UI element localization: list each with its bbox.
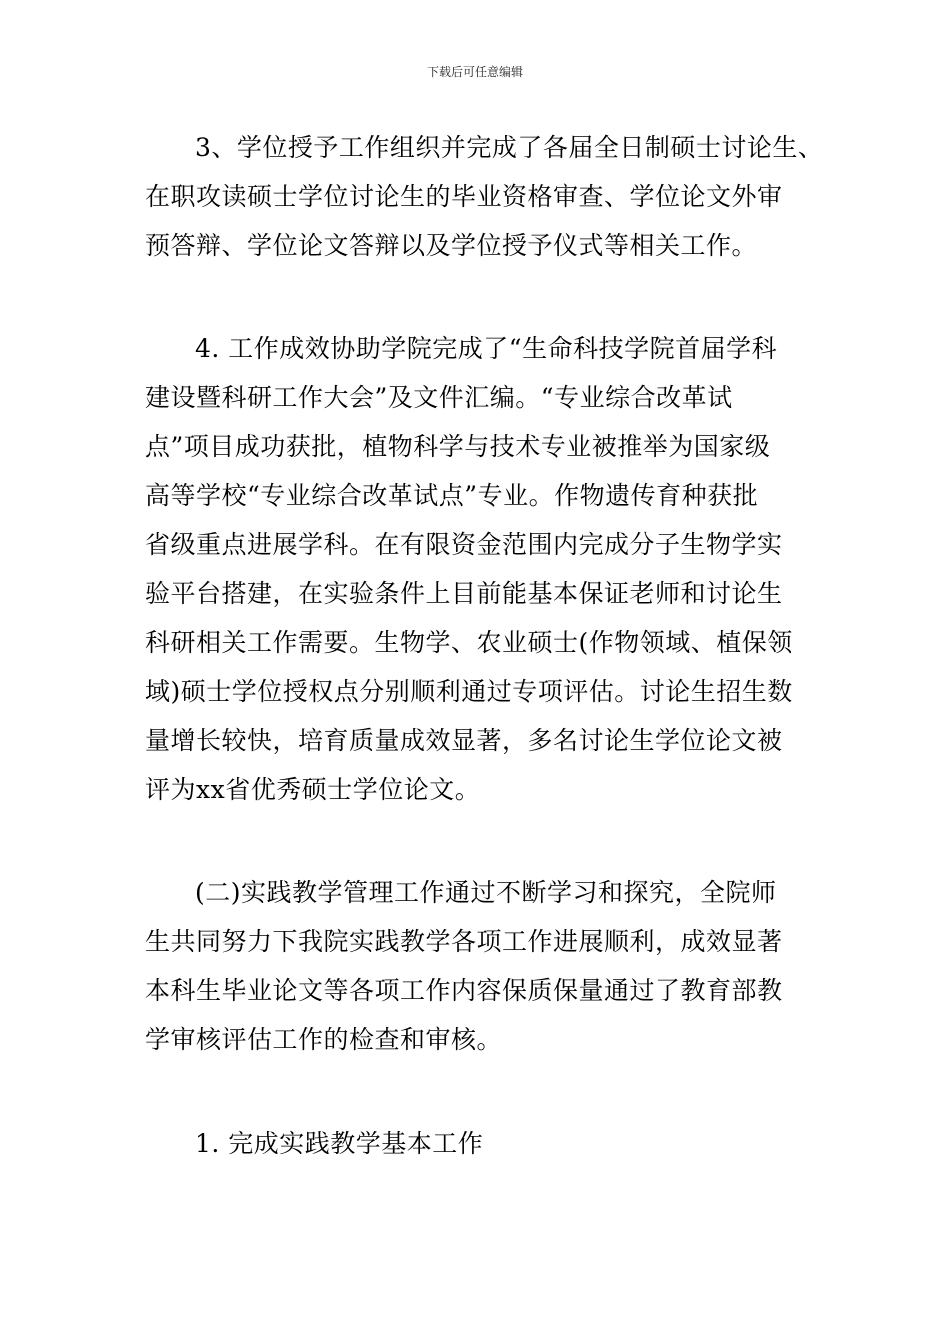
text-line: 域)硕士学位授权点分别顺利通过专项评估。讨论生招生数 <box>145 677 793 706</box>
page-header: 下载后可任意编辑 <box>426 65 523 79</box>
text-line: 建设暨科研工作大会”及文件汇编。“专业综合改革试 <box>145 383 733 412</box>
text-line: 验平台搭建，在实验条件上目前能基本保证老师和讨论生 <box>145 579 783 608</box>
text-line: 3、学位授予工作组织并完成了各届全日制硕士讨论生、 <box>195 133 824 162</box>
section-heading: 1. 完成实践教学基本工作 <box>195 1129 484 1158</box>
text-line: 省级重点进展学科。在有限资金范围内完成分子生物学实 <box>145 530 783 559</box>
text-line: 在职攻读硕士学位讨论生的毕业资格审查、学位论文外审 <box>145 182 783 211</box>
text-line: 高等学校“专业综合改革试点”专业。作物遗传育种获批 <box>145 481 759 510</box>
text-line: 本科生毕业论文等各项工作内容保质保量通过了教育部教 <box>145 976 783 1005</box>
text-line: 预答辩、学位论文答辩以及学位授予仪式等相关工作。 <box>145 231 758 260</box>
text-line: 科研相关工作需要。生物学、农业硕士(作物领域、植保领 <box>145 628 793 657</box>
text-line: 评为xx省优秀硕士学位论文。 <box>145 775 481 804</box>
text-line: 4. 工作成效协助学院完成了“生命科技学院首届学科 <box>195 334 778 363</box>
text-line: (二)实践教学管理工作通过不断学习和探究，全院师 <box>195 878 777 907</box>
text-line: 量增长较快，培育质量成效显著，多名讨论生学位论文被 <box>145 726 783 755</box>
text-line: 生共同努力下我院实践教学各项工作进展顺利，成效显著 <box>145 927 783 956</box>
text-line: 学审核评估工作的检查和审核。 <box>145 1025 503 1054</box>
text-line: 点”项目成功获批，植物科学与技术专业被推举为国家级 <box>145 432 771 461</box>
